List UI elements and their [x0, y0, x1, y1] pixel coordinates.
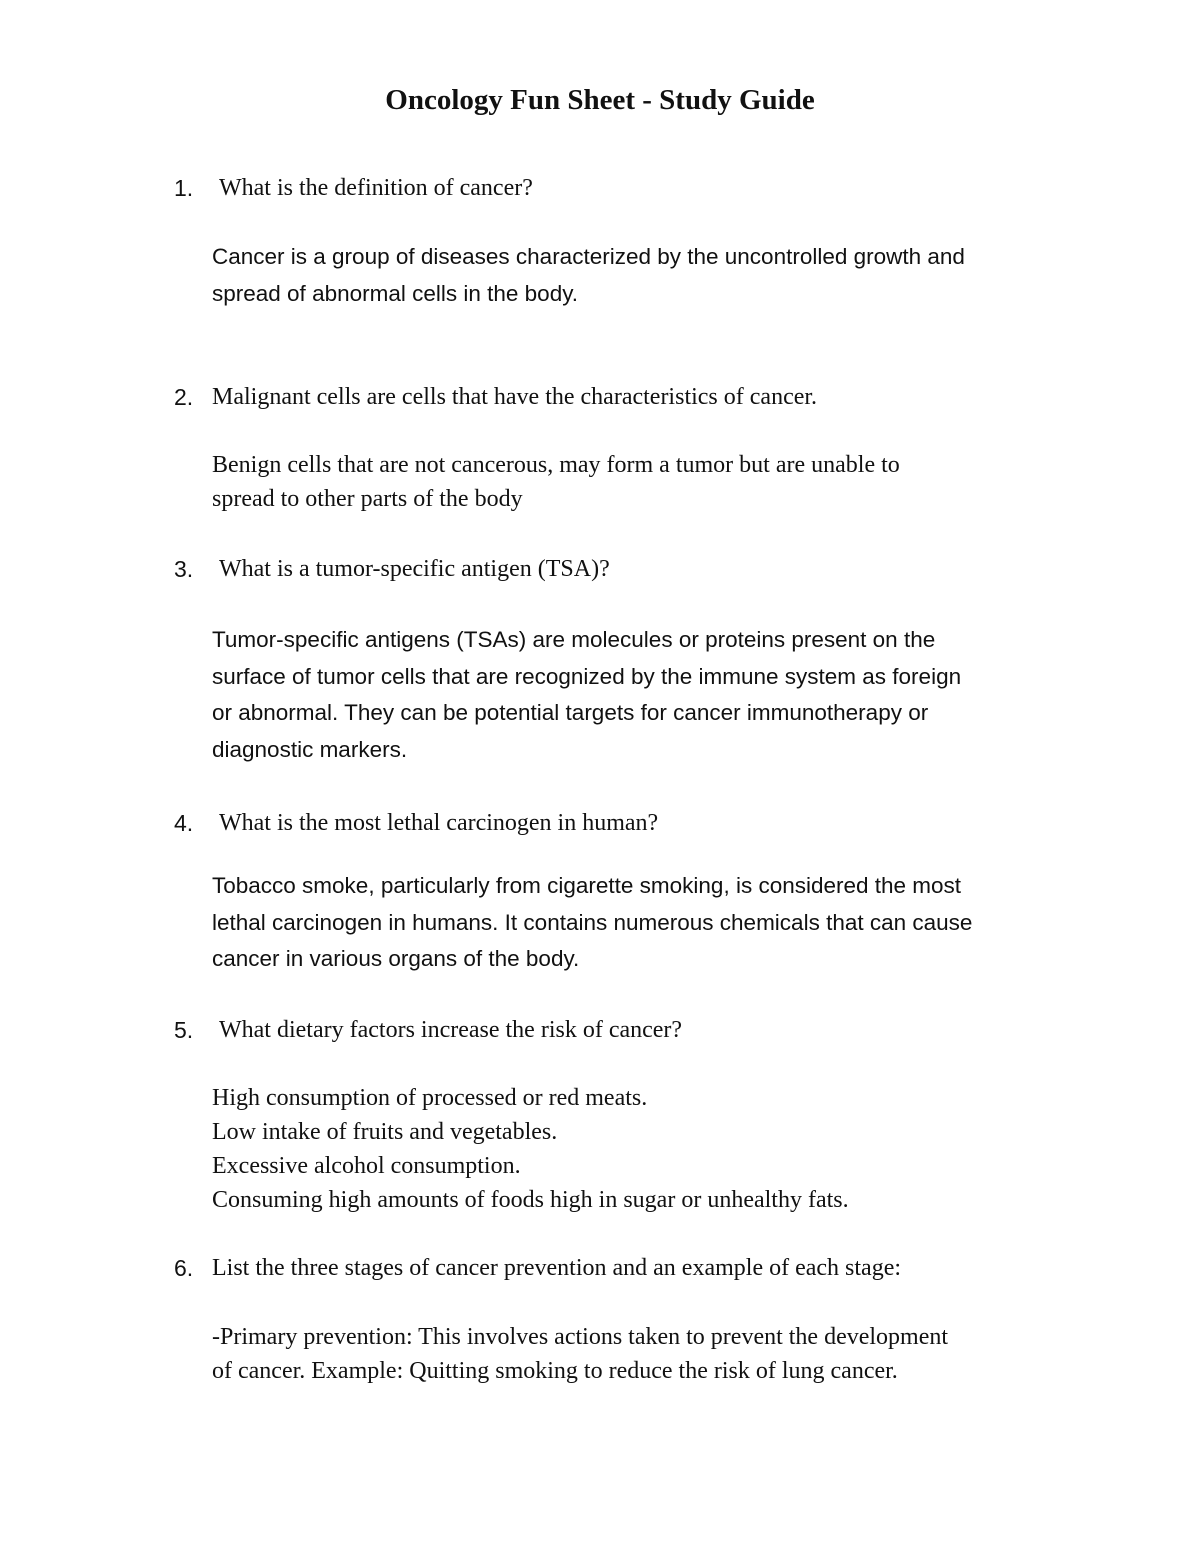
item-number: 4.	[174, 810, 194, 836]
item-number: 2.	[174, 384, 194, 410]
question-text: What is the definition of cancer?	[219, 175, 533, 201]
answer-line: Tumor-specific antigens (TSAs) are molecules or proteins present on the	[212, 627, 936, 652]
answer-line: -Primary prevention: This involves actions taken to prevent the development	[212, 1324, 949, 1350]
answer-block	[212, 1081, 1092, 1217]
question-text: What dietary factors increase the risk of cancer?	[219, 1017, 683, 1043]
answer-block	[212, 868, 1092, 978]
answer-line: Cancer is a group of diseases characterized by the uncontrolled growth and	[212, 244, 965, 269]
question-text: What is a tumor-specific antigen (TSA)?	[219, 556, 610, 582]
answer-line: lethal carcinogen in humans. It contains numerous chemicals that can cause	[212, 909, 973, 935]
answer-block	[212, 1320, 1092, 1388]
answer-line: cancer in various organs of the body.	[212, 946, 580, 971]
answer-line: Benign cells that are not cancerous, may form a tumor but are unable to	[212, 452, 900, 478]
answer-block	[212, 622, 1092, 768]
item-number: 5.	[174, 1017, 194, 1043]
answer-line: Consuming high amounts of foods high in sugar or unhealthy fats.	[212, 1187, 849, 1213]
answer-line: diagnostic markers.	[212, 736, 408, 762]
question-text: Malignant cells are cells that have the characteristics of cancer.	[212, 384, 818, 410]
answer-line: Low intake of fruits and vegetables.	[212, 1119, 558, 1145]
item-number: 1.	[174, 175, 194, 201]
answer-block	[212, 239, 1092, 312]
answer-line: surface of tumor cells that are recognized by the immune system as foreign	[212, 663, 962, 689]
answer-block	[212, 448, 1092, 516]
answer-line: High consumption of processed or red meats.	[212, 1085, 648, 1111]
answer-line: spread to other parts of the body	[212, 486, 523, 512]
item-number: 6.	[174, 1255, 194, 1281]
answer-line: or abnormal. They can be potential targets for cancer immunotherapy or	[212, 700, 929, 725]
answer-line: of cancer. Example: Quitting smoking to reduce the risk of lung cancer.	[212, 1358, 898, 1384]
question-text: What is the most lethal carcinogen in human?	[219, 810, 659, 836]
page-title: Oncology Fun Sheet - Study Guide	[385, 84, 815, 116]
answer-line: Excessive alcohol consumption.	[212, 1153, 521, 1179]
item-number: 3.	[174, 556, 194, 582]
answer-line: spread of abnormal cells in the body.	[212, 280, 579, 306]
question-text: List the three stages of cancer prevention and an example of each stage:	[212, 1255, 902, 1281]
answer-line: Tobacco smoke, particularly from cigarette smoking, is considered the most	[212, 873, 962, 898]
